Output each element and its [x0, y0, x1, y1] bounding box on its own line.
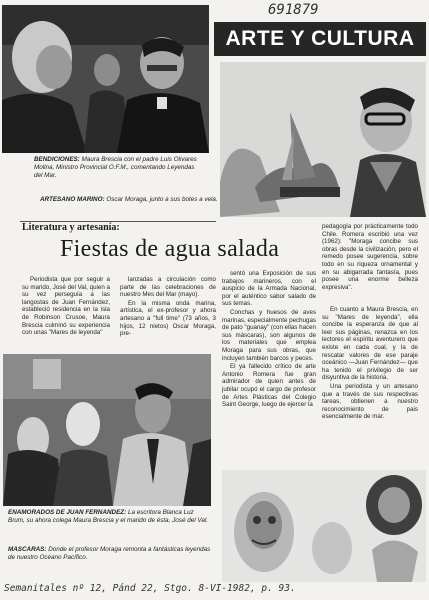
- photo-artesano: [220, 62, 426, 217]
- section-banner: ARTE Y CULTURA: [214, 22, 426, 56]
- column-2-paragraph-2: En la misma onda marina, artística, el ex-profesor y ahora artesano a "full time" (73 años, 3 hijos, 12 nietos) Oscar Moraga, pre-: [120, 299, 216, 338]
- column-2-paragraph-4: Conchas y huesos de aves marinas, especialmente pechugas de pato "guanay" (con ellas hacen sus máscaras), son algunos de los materiales que emplea Moraga para sus obras, que incluyen también barcos y peces.: [222, 308, 316, 362]
- column-2-paragraph-1: lanzadas a circulación como parte de las celebraciones de nuestro Mes del Mar (mayo).: [120, 276, 216, 299]
- caption-artesano-text: Oscar Moraga, junto a sus botes a vela.: [106, 196, 218, 203]
- caption-mascaras-text: Donde el profesor Moraga remonta a fantásticas leyendas de nuestro Océano Pacífico.: [8, 546, 211, 561]
- article-column-1: [22, 276, 110, 338]
- caption-artesano: [40, 196, 218, 204]
- article-column-2-top: [120, 276, 216, 339]
- archive-number: 691879: [268, 2, 319, 18]
- column-1-paragraph: Periodista que por seguir a su marido, José del Val, quien a su vez perseguía a las langostas de Juan Fernández, estableció residencia en la isla de Robinson Crusoe, Maura Brescia culminó su experiencia con unas "Mares de leyenda": [22, 276, 110, 337]
- caption-mascaras-label: MASCARAS:: [8, 546, 47, 553]
- column-2-paragraph-5: El ya fallecido crítico de arte Antonio Romera fue gran admirador de quien antes de jubilar ocupó el cargo de profesor de Artes Plásticas del Colegio Saint George, luego de ejercer la: [222, 363, 316, 409]
- column-3-paragraph-1: pedagogía por prácticamente todo Chile. Romera escribió una vez (1962): "Moraga concibe sus obras desde la civilización, pero el remedo posee sugerencia, sobre todo en su riqueza ornamental y en su abigarrada fantasía, pues posee una enorme belleza expresiva".: [322, 223, 418, 291]
- article-kicker: Literatura y artesanía:: [22, 222, 120, 233]
- caption-bendiciones: [34, 156, 204, 180]
- article-column-2-bottom: [222, 270, 316, 410]
- article-column-3-top: [322, 223, 418, 292]
- caption-mascaras: [8, 546, 214, 562]
- column-3-paragraph-3: Una periodista y un artesano que a través de sus respectivas tareas, obtienen a nuestro reconocimiento de pais esencialmente de mar.: [322, 382, 418, 421]
- caption-bendiciones-label: BENDICIONES:: [34, 156, 80, 163]
- caption-enamorados-label: ENAMORADOS DE JUAN FERNANDEZ:: [8, 509, 127, 516]
- photo-enamorados: [3, 354, 211, 506]
- handwritten-source-note: Semanitales nº 12, Pánd 22, Stgo. 8-VI-1982, p. 93.: [4, 583, 296, 594]
- caption-enamorados: [8, 509, 212, 525]
- caption-enamorados-text: La escritora Blanca Luz Brum, su ahora colega Maura Brescia y el marido de ésta, José del Val.: [8, 509, 208, 524]
- photo-mascaras: [222, 470, 426, 582]
- caption-bendiciones-text: Maura Brescia con el padre Luis Olivares Molina, Ministro Provincial O.F.M., comentando Leyendas del Mar.: [34, 156, 197, 179]
- article-headline: Fiestas de agua salada: [60, 236, 280, 262]
- column-2-paragraph-3: sentó una Exposición de sus trabajos marineros, con el auspicio de la Armada Nacional, por el auténtico sabor salado de sus temas.: [222, 270, 316, 308]
- column-3-paragraph-2: En cuanto a Maura Brescia, en su "Mares de leyenda", ella concibe la esperanza de que al leer sus páginas, renazca en los lectores el espíritu aventurero que existe en cada cual, y la de rescatar valores de ese paraje oceánico —Juan Fernández— que ha tenido el privilegio de ser disyuntiva de la historia.: [322, 306, 418, 382]
- article-column-3-middle: [322, 306, 418, 422]
- caption-artesano-label: ARTESANO MARINO:: [40, 196, 105, 203]
- photo-bendiciones: [2, 5, 209, 153]
